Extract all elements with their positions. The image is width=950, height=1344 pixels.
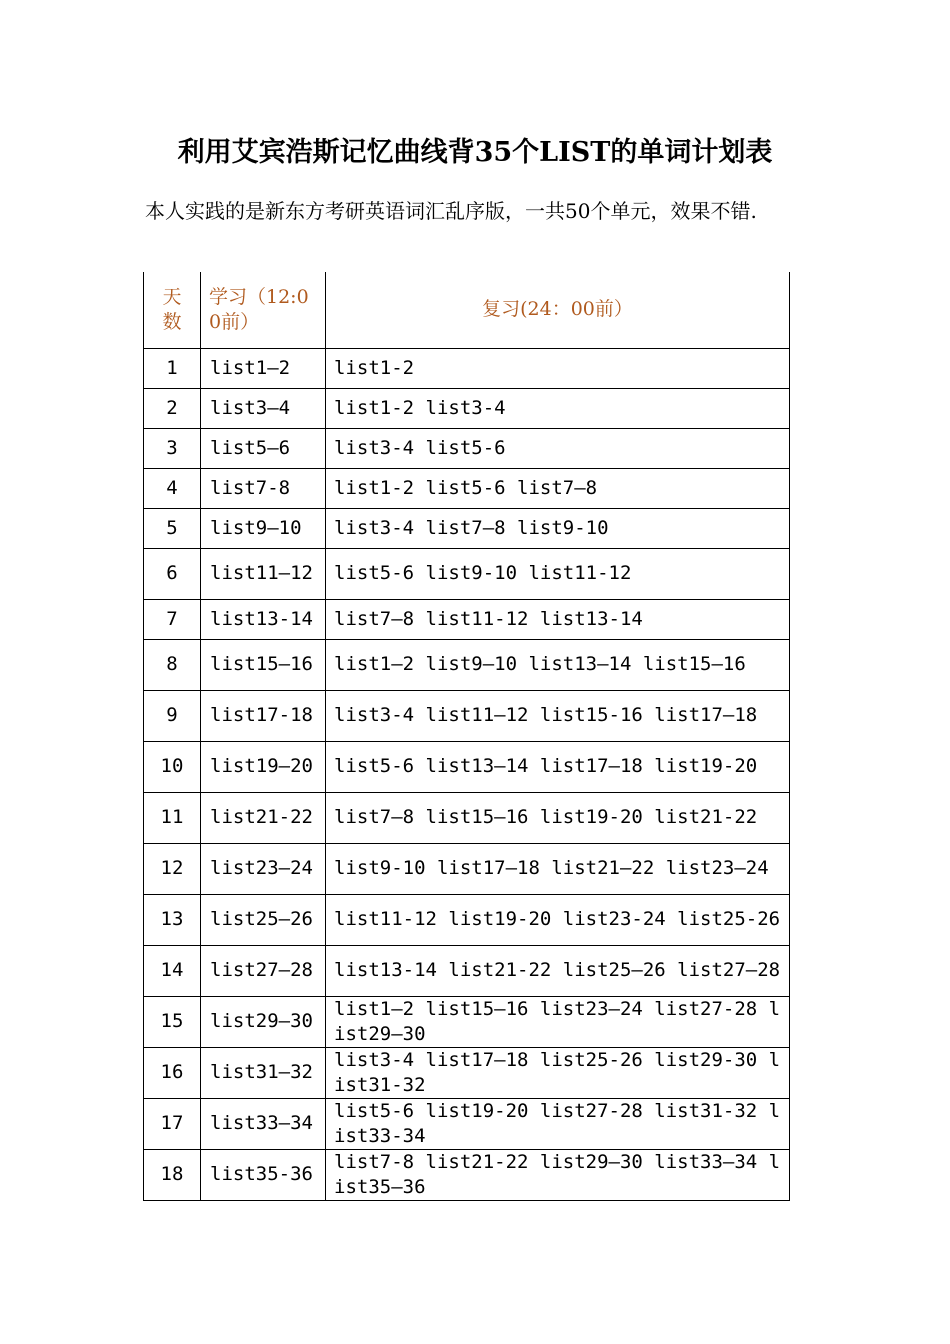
table-row	[144, 792, 790, 843]
review-cell: list3-4 list17—18 list25-26 list29-30 list31-32	[326, 1047, 790, 1098]
day-cell: 6	[144, 548, 201, 599]
study-cell: list9—10	[201, 508, 326, 548]
study-cell: list13-14	[201, 599, 326, 639]
review-cell: list1-2 list3-4	[326, 388, 790, 428]
table-row	[144, 945, 790, 996]
table-header-row	[144, 272, 790, 348]
study-cell: list7-8	[201, 468, 326, 508]
study-cell: list25—26	[201, 894, 326, 945]
study-plan-table	[143, 272, 790, 1201]
day-cell: 13	[144, 894, 201, 945]
study-cell: list31—32	[201, 1047, 326, 1098]
header-review: 复习(24：00前）	[326, 272, 790, 348]
page-title: 利用艾宾浩斯记忆曲线背35个LIST的单词计划表	[177, 137, 773, 168]
review-cell: list3-4 list11—12 list15-16 list17—18	[326, 690, 790, 741]
table-row	[144, 1149, 790, 1200]
day-cell: 16	[144, 1047, 201, 1098]
table-row	[144, 996, 790, 1047]
table-row	[144, 690, 790, 741]
study-cell: list17-18	[201, 690, 326, 741]
review-cell: list1—2 list15—16 list23—24 list27-28 list29—30	[326, 996, 790, 1047]
table-row	[144, 843, 790, 894]
study-cell: list33—34	[201, 1098, 326, 1149]
header-day: 天数	[144, 272, 201, 348]
table-row	[144, 428, 790, 468]
day-cell: 3	[144, 428, 201, 468]
table-row	[144, 508, 790, 548]
table-row	[144, 1098, 790, 1149]
table-body	[144, 348, 790, 1200]
table-row	[144, 548, 790, 599]
intro-paragraph: 本人实践的是新东方考研英语词汇乱序版，一共50个单元，效果不错.	[145, 199, 757, 223]
study-cell: list35-36	[201, 1149, 326, 1200]
day-cell: 10	[144, 741, 201, 792]
review-cell: list5-6 list9-10 list11-12	[326, 548, 790, 599]
review-cell: list3-4 list7—8 list9-10	[326, 508, 790, 548]
day-cell: 1	[144, 348, 201, 388]
study-cell: list5—6	[201, 428, 326, 468]
study-cell: list21-22	[201, 792, 326, 843]
study-cell: list19—20	[201, 741, 326, 792]
day-cell: 15	[144, 996, 201, 1047]
study-cell: list15—16	[201, 639, 326, 690]
study-cell: list29—30	[201, 996, 326, 1047]
review-cell: list1-2 list5-6 list7—8	[326, 468, 790, 508]
table-row	[144, 639, 790, 690]
day-cell: 5	[144, 508, 201, 548]
review-cell: list7—8 list15—16 list19-20 list21-22	[326, 792, 790, 843]
review-cell: list13-14 list21-22 list25—26 list27—28	[326, 945, 790, 996]
table-row	[144, 894, 790, 945]
study-cell: list1—2	[201, 348, 326, 388]
table-row	[144, 388, 790, 428]
day-cell: 18	[144, 1149, 201, 1200]
review-cell: list9-10 list17—18 list21—22 list23—24	[326, 843, 790, 894]
review-cell: list7-8 list21-22 list29—30 list33—34 list35—36	[326, 1149, 790, 1200]
day-cell: 9	[144, 690, 201, 741]
table-row	[144, 348, 790, 388]
study-cell: list3—4	[201, 388, 326, 428]
review-cell: list1—2 list9—10 list13—14 list15—16	[326, 639, 790, 690]
table-row	[144, 599, 790, 639]
day-cell: 17	[144, 1098, 201, 1149]
study-cell: list27—28	[201, 945, 326, 996]
study-cell: list11—12	[201, 548, 326, 599]
table-row	[144, 1047, 790, 1098]
review-cell: list5-6 list19-20 list27-28 list31-32 list33-34	[326, 1098, 790, 1149]
day-cell: 2	[144, 388, 201, 428]
header-study: 学习（12:00前）	[201, 272, 326, 348]
review-cell: list11-12 list19-20 list23-24 list25-26	[326, 894, 790, 945]
table-row	[144, 468, 790, 508]
study-cell: list23—24	[201, 843, 326, 894]
day-cell: 12	[144, 843, 201, 894]
day-cell: 8	[144, 639, 201, 690]
table-row	[144, 741, 790, 792]
day-cell: 11	[144, 792, 201, 843]
review-cell: list5-6 list13—14 list17—18 list19-20	[326, 741, 790, 792]
day-cell: 14	[144, 945, 201, 996]
review-cell: list1-2	[326, 348, 790, 388]
day-cell: 4	[144, 468, 201, 508]
review-cell: list7—8 list11-12 list13-14	[326, 599, 790, 639]
review-cell: list3-4 list5-6	[326, 428, 790, 468]
day-cell: 7	[144, 599, 201, 639]
